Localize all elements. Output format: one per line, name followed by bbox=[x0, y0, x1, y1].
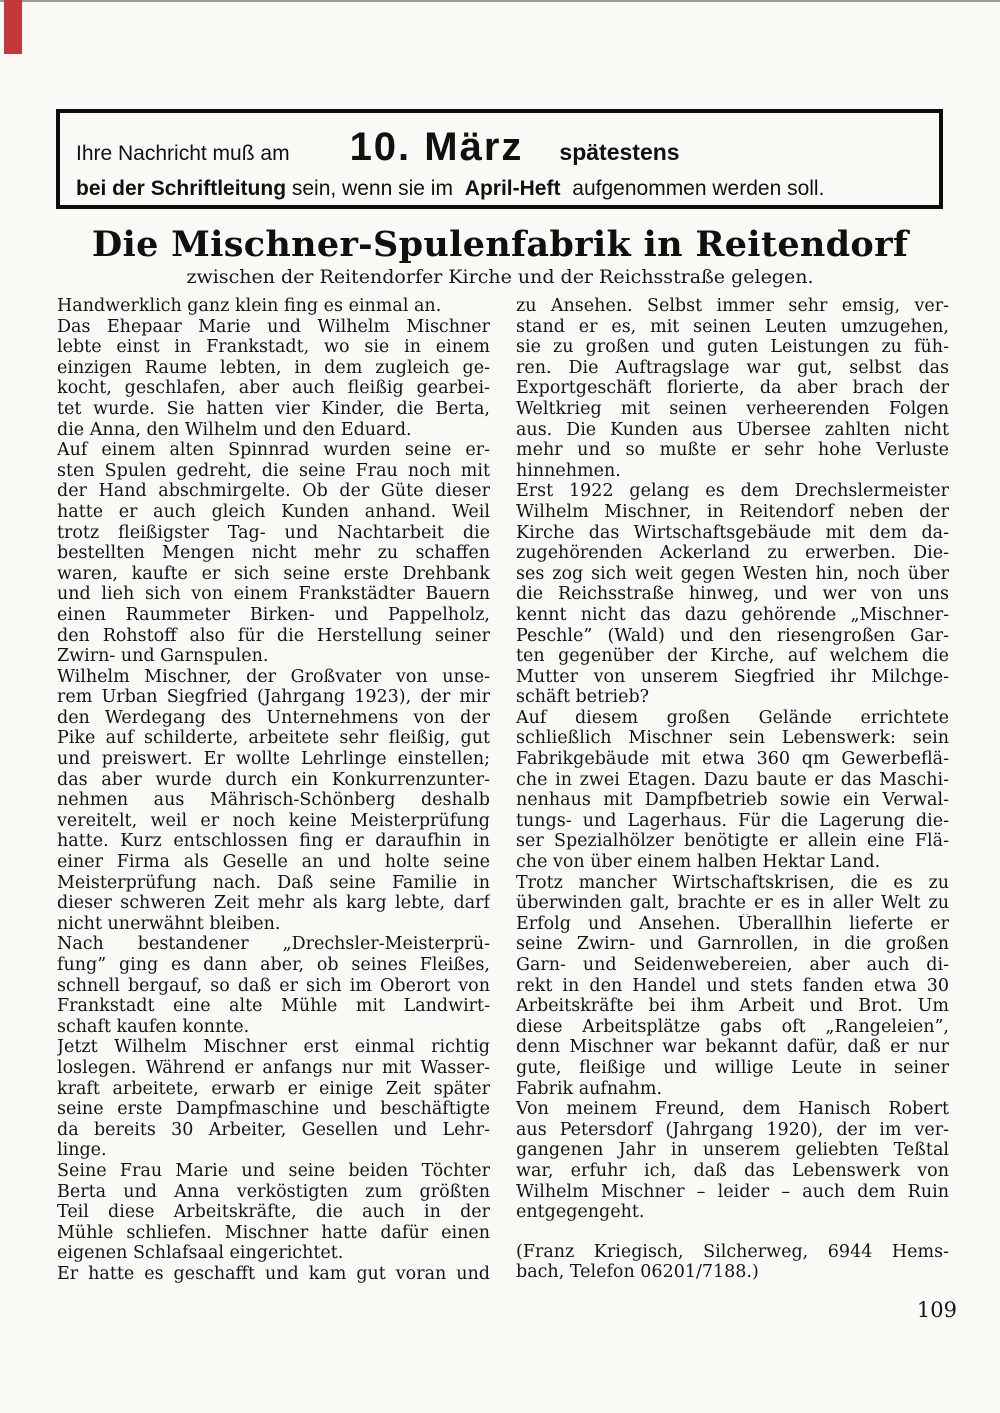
text-line: Von meinem Freund, dem Hanisch Robert bbox=[516, 1099, 949, 1120]
text-line: rekt in den Handel und stets fanden etwa 30 bbox=[516, 975, 949, 996]
text-line: seine Zwirn- und Garnrollen, in die großen bbox=[516, 934, 949, 955]
paragraph bbox=[57, 317, 490, 441]
text-line: der Hand abschmirgelte. Ob der Güte dieser bbox=[57, 481, 490, 502]
text-line: ren. Die Auftragslage war gut, selbst das bbox=[516, 357, 949, 378]
text-line: Kirche das Wirtschaftsgebäude mit dem da- bbox=[516, 522, 949, 543]
text-line: nenhaus mit Dampfbetrieb sowie ein Verwal- bbox=[516, 790, 949, 811]
paragraph bbox=[516, 481, 949, 708]
text-line: nicht unerwähnt bleiben. bbox=[57, 913, 281, 934]
text-line: hatte er auch gleich Kunden anhand. Weil bbox=[57, 501, 490, 522]
text-line: und lieh sich von einem Frankstädter Bauern bbox=[57, 584, 490, 605]
text-line: den Rohstoff also für die Herstellung seiner bbox=[57, 625, 490, 646]
text-line: aus Petersdorf (Jahrgang 1920), der im ver- bbox=[516, 1119, 949, 1140]
text-line: diese Arbeitsplätze gabs oft „Rangeleien”, bbox=[516, 1016, 949, 1037]
text-line: vereitelt, weil er noch keine Meisterprüfung bbox=[57, 810, 490, 831]
text-line: tet wurde. Sie hatten vier Kinder, die Berta, bbox=[57, 398, 490, 419]
notice-text-2: aufgenommen werden soll. bbox=[566, 177, 825, 200]
text-line: waren, kaufte er sich seine erste Drehbank bbox=[57, 563, 490, 584]
text-line: Pike auf schilderte, arbeitete sehr fleißig, gut bbox=[57, 728, 490, 749]
paragraph bbox=[516, 873, 949, 1100]
text-line: entgegengeht. bbox=[516, 1202, 645, 1223]
text-line: das aber wurde durch ein Konkurrenzunter- bbox=[57, 769, 490, 790]
notice-suffix: spätestens bbox=[559, 139, 680, 165]
text-line: Auf diesem großen Gelände errichtete bbox=[516, 707, 949, 728]
text-line: Erst 1922 gelang es dem Drechslermeister bbox=[516, 481, 949, 502]
paragraph bbox=[57, 440, 490, 667]
text-line: gute, fleißige und willige Leute in seiner bbox=[516, 1057, 949, 1078]
text-line: Trotz mancher Wirtschaftskrisen, die es zu bbox=[516, 872, 949, 893]
text-line: die Reichsstraße hinweg, und wer von uns bbox=[516, 584, 949, 605]
text-line: tungs- und Lagerhaus. Für die Lagerung die- bbox=[516, 810, 949, 831]
text-line: Wilhelm Mischner – leider – auch dem Ruin bbox=[516, 1181, 949, 1202]
text-line: linge. bbox=[57, 1140, 107, 1161]
text-line: (Franz Kriegisch, Silcherweg, 6944 Hems- bbox=[516, 1241, 949, 1262]
text-line: che in zwei Etagen. Dazu baute er das Maschi- bbox=[516, 769, 949, 790]
text-line: denn Mischner war bekannt dafür, daß er nur bbox=[516, 1037, 949, 1058]
text-line: seine erste Dampfmaschine und beschäftigte bbox=[57, 1099, 490, 1120]
text-line: war, erfuhr ich, daß das Lebenswerk von bbox=[516, 1160, 949, 1181]
text-line: schaft kaufen konnte. bbox=[57, 1016, 250, 1037]
text-line: schnell bergauf, so daß er sich im Oberort von bbox=[57, 975, 490, 996]
text-line: und preiswert. Er wollte Lehrlinge einstellen; bbox=[57, 749, 490, 770]
text-line: Jetzt Wilhelm Mischner erst einmal richtig bbox=[57, 1037, 490, 1058]
text-line: dieser schweren Zeit mehr als karg lebte, darf bbox=[57, 893, 490, 914]
deadline-notice-box bbox=[56, 109, 943, 209]
text-line: Er hatte es geschafft und kam gut voran und bbox=[57, 1263, 490, 1284]
text-line: lebte einst in Frankstadt, wo sie in einem bbox=[57, 337, 490, 358]
notice-text-1: sein, wenn sie im bbox=[286, 177, 459, 200]
text-line: eigenen Schlafsaal eingerichtet. bbox=[57, 1243, 344, 1264]
text-line: loslegen. Während er anfangs nur mit Wasser- bbox=[57, 1057, 490, 1078]
notice-line-1 bbox=[76, 125, 939, 170]
text-line: ser Spezialhölzer benötigte er allein eine Flä- bbox=[516, 831, 949, 852]
page-number: 109 bbox=[916, 1298, 957, 1322]
text-line: Wilhelm Mischner, in Reitendorf neben der bbox=[516, 501, 949, 522]
text-line: hatte. Kurz entschlossen fing er daraufhin in bbox=[57, 831, 490, 852]
paragraph bbox=[57, 934, 490, 1037]
text-line: kraft arbeitete, erwarb er einige Zeit später bbox=[57, 1078, 490, 1099]
text-line: Handwerklich ganz klein fing es einmal an. bbox=[57, 296, 442, 316]
text-line: mehr und so mußte er sehr hohe Verluste bbox=[516, 440, 949, 461]
text-line: Weltkrieg mit seinen verheerenden Folgen bbox=[516, 398, 949, 419]
notice-prefix: Ihre Nachricht muß am bbox=[76, 142, 290, 165]
text-line: da bereits 30 Arbeiter, Gesellen und Lehr- bbox=[57, 1119, 490, 1140]
text-line: bestellten Mengen nicht mehr zu schaffen bbox=[57, 543, 490, 564]
notice-bold-april-heft: April-Heft bbox=[464, 177, 561, 200]
text-line: kennt nicht das dazu gehörende „Mischner- bbox=[516, 604, 949, 625]
text-line: Seine Frau Marie und seine beiden Töchter bbox=[57, 1160, 490, 1181]
text-line: schließlich Mischner sein Lebenswerk: sein bbox=[516, 728, 949, 749]
article-column-left bbox=[57, 296, 490, 1285]
text-line: zu Ansehen. Selbst immer sehr emsig, ver- bbox=[516, 296, 949, 316]
text-line: einen Raummeter Birken- und Pappelholz, bbox=[57, 604, 490, 625]
text-line: überwinden galt, brachte er es in aller Welt zu bbox=[516, 893, 949, 914]
text-line: Das Ehepaar Marie und Wilhelm Mischner bbox=[57, 316, 490, 337]
text-line: schäft betrieb? bbox=[516, 687, 650, 708]
text-line: Frankstadt eine alte Mühle mit Landwirt- bbox=[57, 996, 490, 1017]
text-line: che von über einem halben Hektar Land. bbox=[516, 852, 881, 873]
scan-top-edge bbox=[0, 0, 1000, 2]
paragraph bbox=[516, 708, 949, 873]
article-title: Die Mischner-Spulenfabrik in Reitendorf bbox=[91, 224, 909, 265]
text-line: Fabrikgebäude mit etwa 360 qm Gewerbeflä- bbox=[516, 749, 949, 770]
text-line: nehmen aus Mährisch-Schönberg deshalb bbox=[57, 790, 490, 811]
text-line: stand er es, mit seinen Leuten umzugehen, bbox=[516, 316, 949, 337]
paragraph bbox=[516, 1099, 949, 1223]
text-line: einzigen Raume lebten, in dem zugleich ge- bbox=[57, 357, 490, 378]
text-line: Erfolg und Ansehen. Überallhin lieferte er bbox=[516, 913, 949, 934]
text-line: Wilhelm Mischner, der Großvater von unse- bbox=[57, 666, 490, 687]
text-line: Zwirn- und Garnspulen. bbox=[57, 646, 269, 667]
text-line: sten Spulen gedreht, die seine Frau noch mit bbox=[57, 460, 490, 481]
text-line: einer Firma als Geselle an und holte seine bbox=[57, 852, 490, 873]
text-line: Teil diese Arbeitskräfte, die auch in der bbox=[57, 1202, 490, 1223]
text-line: zugehörenden Ackerland zu erwerben. Die- bbox=[516, 543, 949, 564]
text-line: Peschle” (Wald) und den riesengroßen Gar- bbox=[516, 625, 949, 646]
text-line: sie zu großen und guten Leistungen zu füh- bbox=[516, 337, 949, 358]
paragraph bbox=[516, 1242, 949, 1283]
text-line: aus. Die Kunden aus Übersee zahlten nicht bbox=[516, 419, 949, 440]
text-line: die Anna, den Wilhelm und den Eduard. bbox=[57, 419, 412, 440]
deadline-date: 10. März bbox=[349, 125, 524, 169]
text-line: Exportgeschäft florierte, da aber brach der bbox=[516, 378, 949, 399]
text-line: Garn- und Seidenwebereien, aber auch di- bbox=[516, 955, 949, 975]
text-line: Arbeitskräfte bei ihm Arbeit und Brot. Um bbox=[516, 996, 949, 1017]
text-line: ses zog sich weit gegen Westen hin, noch über bbox=[516, 563, 949, 584]
text-line: trotz fleißigster Tag- und Nachtarbeit die bbox=[57, 522, 490, 543]
text-line: hinnehmen. bbox=[516, 460, 621, 481]
paragraph bbox=[516, 296, 949, 481]
notice-line-2 bbox=[76, 177, 939, 201]
text-line: Fabrik aufnahm. bbox=[516, 1078, 663, 1099]
text-line: Auf einem alten Spinnrad wurden seine er- bbox=[57, 440, 490, 461]
text-line: kocht, geschlafen, aber auch fleißig gearbei- bbox=[57, 378, 490, 399]
text-line: fung” ging es dann aber, ob seines Fleißes, bbox=[57, 955, 490, 975]
paragraph bbox=[57, 1264, 490, 1285]
notice-bold-schriftleitung: bei der Schriftleitung bbox=[76, 177, 287, 200]
text-line: Meisterprüfung nach. Daß seine Familie in bbox=[57, 872, 490, 893]
article-subtitle: zwischen der Reitendorfer Kirche und der Reichsstraße gelegen. bbox=[186, 266, 814, 288]
text-line: Nach bestandener „Drechsler-Meisterprü- bbox=[57, 934, 490, 955]
article-column-right bbox=[516, 296, 949, 1283]
text-line: Mutter von unserem Siegfried ihr Milchge- bbox=[516, 666, 949, 687]
red-corner-mark bbox=[4, 0, 22, 54]
text-line: den Werdegang des Unternehmens von der bbox=[57, 707, 490, 728]
paragraph bbox=[57, 1161, 490, 1264]
paragraph bbox=[57, 667, 490, 935]
paragraph bbox=[57, 296, 490, 317]
text-line: bach, Telefon 06201/7188.) bbox=[516, 1262, 759, 1283]
text-line: gangenen Jahr in unserem geliebten Teßtal bbox=[516, 1140, 949, 1161]
text-line: ten gegenüber der Kirche, auf welchem die bbox=[516, 646, 949, 667]
paragraph bbox=[57, 1037, 490, 1161]
text-line: Berta und Anna verköstigten zum größten bbox=[57, 1181, 490, 1202]
text-line: rem Urban Siegfried (Jahrgang 1923), der mir bbox=[57, 687, 490, 708]
text-line: Mühle schliefen. Mischner hatte dafür einen bbox=[57, 1222, 490, 1243]
